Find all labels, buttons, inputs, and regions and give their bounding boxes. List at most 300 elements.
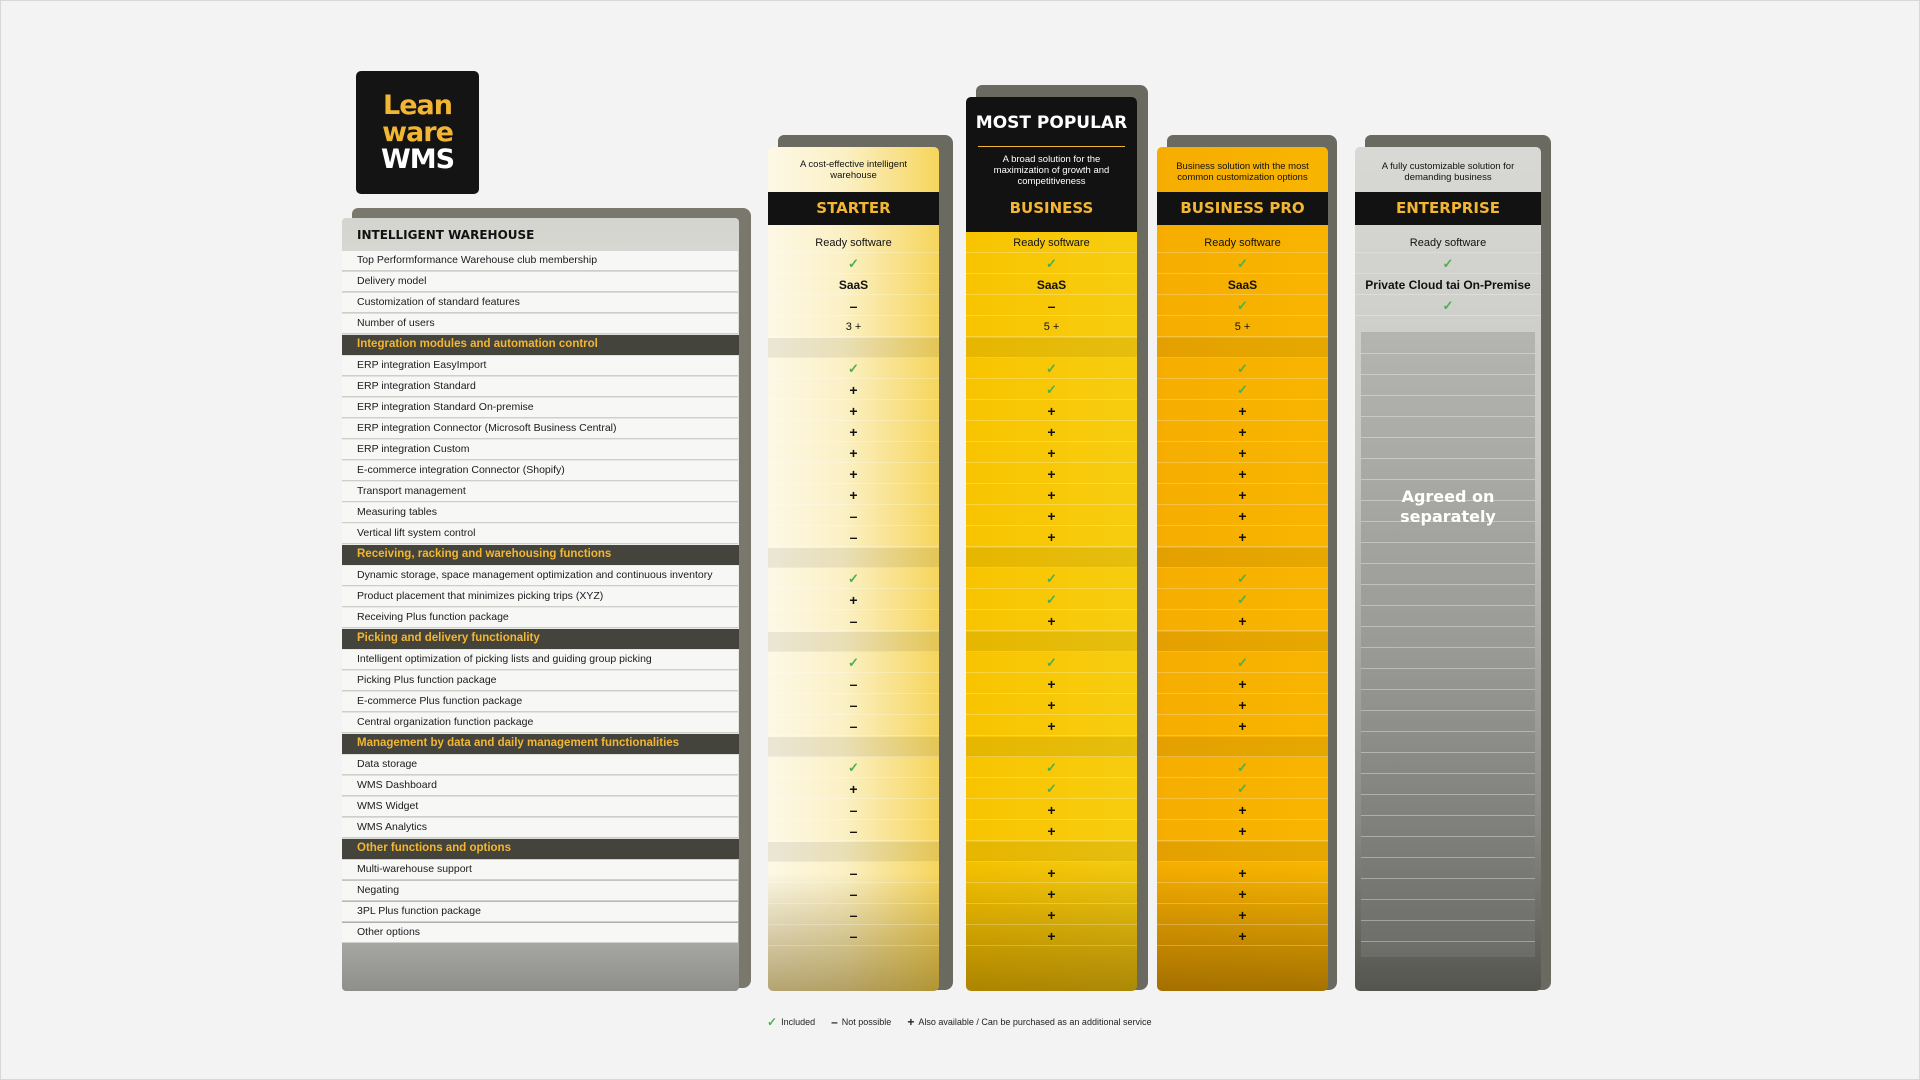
business-pro-cell: [1157, 506, 1328, 526]
enterprise-delivery-model: Private Cloud tai On-Premise: [1355, 275, 1541, 295]
business-cell: [966, 485, 1137, 505]
feature-row: [342, 797, 738, 817]
enterprise-cell: [1355, 296, 1541, 316]
starter-cell: [768, 443, 939, 463]
enterprise-grid-line: [1361, 374, 1535, 375]
feature-row: [342, 377, 738, 397]
business-pro-cell: [1157, 716, 1328, 736]
enterprise-grid-line: [1361, 689, 1535, 690]
starter-cell: [768, 821, 939, 841]
feature-row: [342, 671, 738, 691]
check-icon: ✓: [1046, 760, 1057, 775]
check-icon: ✓: [1046, 592, 1057, 607]
enterprise-name: ENTERPRISE: [1395, 199, 1500, 217]
starter-cell: [768, 758, 939, 778]
starter-cell: [768, 905, 939, 925]
business-pro-cell: [1157, 401, 1328, 421]
feature-section-header: [342, 734, 739, 754]
plus-icon: +: [1238, 403, 1247, 419]
enterprise-grid-line: [1361, 920, 1535, 921]
logo-line-3: WMS: [380, 144, 455, 175]
dash-icon: –: [849, 613, 858, 629]
check-icon: ✓: [1237, 361, 1248, 376]
plan-business-pro: [1157, 147, 1328, 991]
enterprise-grid-line: [1361, 542, 1535, 543]
feature-label: Customization of standard features: [357, 296, 520, 308]
feature-row: [342, 755, 738, 775]
business-cell-value: SaaS: [966, 275, 1137, 295]
check-icon: ✓: [1046, 571, 1057, 586]
feature-label: WMS Widget: [357, 800, 419, 812]
dash-icon: –: [849, 886, 858, 902]
business-pro-section-spacer: [1157, 548, 1328, 568]
feature-label: 3PL Plus function package: [357, 905, 481, 917]
feature-label: ERP integration Standard: [357, 380, 476, 392]
feature-row: [342, 461, 738, 481]
legend-included-label: Included: [781, 1017, 816, 1027]
business-pro-cell: [1157, 674, 1328, 694]
check-icon: ✓: [1237, 592, 1248, 607]
plus-icon: +: [1238, 718, 1247, 734]
check-icon: ✓: [1046, 361, 1057, 376]
enterprise-grid-line: [1361, 584, 1535, 585]
logo-line-2: ware: [382, 117, 453, 148]
plus-icon: +: [1047, 802, 1056, 818]
legend-not-possible: [831, 1015, 891, 1029]
legend: [767, 1015, 1151, 1029]
plus-icon: +: [1238, 424, 1247, 440]
dash-icon: –: [849, 928, 858, 944]
starter-tagline: A cost-effective intelligent warehouse: [799, 159, 908, 181]
business-tagline: A broad solution for the maximization of growth and competitiveness: [993, 154, 1110, 187]
business-cell: [966, 758, 1137, 778]
plus-icon: +: [1047, 466, 1056, 482]
business-section-spacer: [966, 632, 1137, 652]
business-pro-cell: [1157, 485, 1328, 505]
feature-section-label: Picking and delivery functionality: [357, 632, 540, 644]
enterprise-grid-line: [1361, 857, 1535, 858]
plus-icon: +: [1238, 676, 1247, 692]
business-pro-cell: [1157, 296, 1328, 316]
feature-row: [342, 713, 738, 733]
business-pro-cell-value: SaaS: [1157, 275, 1328, 295]
business-cell: [966, 527, 1137, 547]
plus-icon: +: [1238, 823, 1247, 839]
feature-section-label: Integration modules and automation control: [357, 338, 598, 350]
enterprise-agreed-text: Agreed on separately: [1400, 487, 1496, 526]
most-popular-divider: [978, 146, 1125, 147]
feature-row: [342, 293, 738, 313]
business-pro-cell: [1157, 443, 1328, 463]
plus-icon: +: [1047, 928, 1056, 944]
starter-cell: [768, 863, 939, 883]
business-pro-cell: [1157, 422, 1328, 442]
starter-cell: [768, 506, 939, 526]
dash-icon: –: [849, 529, 858, 545]
check-icon: ✓: [848, 655, 859, 670]
business-pro-cell: [1157, 926, 1328, 946]
feature-label: ERP integration Custom: [357, 443, 470, 455]
business-cell: [966, 674, 1137, 694]
business-pro-section-spacer: [1157, 842, 1328, 862]
starter-cell: [768, 926, 939, 946]
plus-icon: +: [1238, 529, 1247, 545]
feature-row: [342, 356, 738, 376]
business-name-band: [966, 192, 1137, 225]
feature-label: ERP integration EasyImport: [357, 359, 487, 371]
enterprise-tagline: A fully customizable solution for demanding business: [1381, 161, 1515, 183]
business-cell: [966, 401, 1137, 421]
plus-icon: +: [1047, 529, 1056, 545]
plan-starter: [768, 147, 939, 991]
starter-cell: [768, 401, 939, 421]
plan-enterprise: [1355, 147, 1541, 991]
feature-label: Negating: [357, 884, 400, 896]
enterprise-grid-line: [1361, 941, 1535, 942]
feature-section-header: [342, 335, 739, 355]
feature-section-header: [342, 629, 739, 649]
feature-row: [342, 902, 738, 922]
feature-row: [342, 419, 738, 439]
plus-icon: +: [849, 445, 858, 461]
plus-icon: +: [1238, 928, 1247, 944]
business-cell: [966, 821, 1137, 841]
dash-icon: –: [849, 508, 858, 524]
business-pro-cell: [1157, 758, 1328, 778]
business-pro-name: BUSINESS PRO: [1180, 199, 1305, 217]
dash-icon: –: [849, 298, 858, 314]
business-pro-cell: [1157, 569, 1328, 589]
feature-row: [342, 314, 738, 334]
starter-section-spacer: [768, 548, 939, 568]
dash-icon: –: [1047, 298, 1056, 314]
starter-name-band: [768, 192, 939, 225]
dash-icon: –: [849, 718, 858, 734]
plus-icon: +: [849, 382, 858, 398]
feature-section-header: [342, 839, 739, 859]
feature-row: [342, 587, 738, 607]
plus-icon: +: [1047, 886, 1056, 902]
business-cell: [966, 380, 1137, 400]
business-pro-section-spacer: [1157, 632, 1328, 652]
check-icon: ✓: [1046, 256, 1057, 271]
enterprise-grid-line: [1361, 416, 1535, 417]
starter-cell: [768, 716, 939, 736]
starter-name: STARTER: [816, 199, 891, 217]
legend-not-possible-label: Not possible: [841, 1017, 892, 1027]
feature-label: E-commerce integration Connector (Shopify): [357, 464, 565, 476]
starter-cell: [768, 359, 939, 379]
feature-row: [342, 524, 738, 544]
feature-row: [342, 650, 738, 670]
plus-icon: +: [849, 424, 858, 440]
starter-section-spacer: [768, 842, 939, 862]
feature-label: WMS Analytics: [357, 821, 428, 833]
business-pro-cell: [1157, 821, 1328, 841]
plus-icon: +: [1047, 487, 1056, 503]
starter-cell: [768, 674, 939, 694]
feature-row: [342, 503, 738, 523]
check-icon: ✓: [1237, 655, 1248, 670]
feature-label: ERP integration Standard On-premise: [357, 401, 534, 413]
feature-label: E-commerce Plus function package: [357, 695, 523, 707]
business-cell-value: 5 +: [966, 317, 1137, 337]
plus-icon: +: [1047, 424, 1056, 440]
business-pro-cell: [1157, 653, 1328, 673]
enterprise-grid-line: [1361, 563, 1535, 564]
plus-icon: +: [849, 781, 858, 797]
enterprise-grid-line: [1361, 899, 1535, 900]
business-cell: [966, 254, 1137, 274]
feature-label: Receiving Plus function package: [357, 611, 509, 623]
feature-label: Delivery model: [357, 275, 427, 287]
business-pro-cell: [1157, 779, 1328, 799]
feature-row: [342, 692, 738, 712]
legend-included: [767, 1015, 815, 1029]
enterprise-grid-line: [1361, 668, 1535, 669]
enterprise-grid-line: [1361, 815, 1535, 816]
enterprise-grid-line: [1361, 731, 1535, 732]
dash-icon: –: [831, 1015, 838, 1029]
feature-label: Vertical lift system control: [357, 527, 476, 539]
starter-cell: [768, 254, 939, 274]
business-cell: [966, 422, 1137, 442]
feature-row: [342, 566, 738, 586]
feature-label: ERP integration Connector (Microsoft Business Central): [357, 422, 617, 434]
starter-cell: [768, 779, 939, 799]
feature-section-label: Management by data and daily management functionalities: [357, 737, 680, 749]
plus-icon: +: [907, 1015, 915, 1029]
business-section-spacer: [966, 842, 1137, 862]
feature-row: [342, 608, 738, 628]
enterprise-custom-area: [1361, 332, 1535, 957]
business-pro-ready-software: Ready software: [1157, 233, 1328, 253]
enterprise-grid-line: [1361, 353, 1535, 354]
business-ready-software: Ready software: [966, 233, 1137, 253]
enterprise-grid-line: [1361, 395, 1535, 396]
dash-icon: –: [849, 907, 858, 923]
starter-cell: [768, 695, 939, 715]
plus-icon: +: [1238, 487, 1247, 503]
plus-icon: +: [1047, 823, 1056, 839]
feature-label: Data storage: [357, 758, 418, 770]
plus-icon: +: [1047, 445, 1056, 461]
feature-label: WMS Dashboard: [357, 779, 437, 791]
plus-icon: +: [1047, 676, 1056, 692]
plus-icon: +: [849, 487, 858, 503]
check-icon: ✓: [1237, 760, 1248, 775]
feature-row: [342, 251, 738, 271]
feature-label: Top Performformance Warehouse club membership: [357, 254, 598, 266]
enterprise-grid-line: [1361, 647, 1535, 648]
business-cell: [966, 443, 1137, 463]
starter-cell: [768, 380, 939, 400]
business-pro-name-band: [1157, 192, 1328, 225]
feature-row: [342, 482, 738, 502]
logo-line-1: Lean: [383, 90, 452, 121]
plus-icon: +: [1238, 466, 1247, 482]
business-name: BUSINESS: [1009, 199, 1094, 217]
business-cell: [966, 296, 1137, 316]
enterprise-grid-line: [1361, 794, 1535, 795]
dash-icon: –: [849, 802, 858, 818]
plan-business: [966, 97, 1137, 991]
business-pro-cell: [1157, 527, 1328, 547]
plus-icon: +: [1047, 613, 1056, 629]
feature-row: [342, 923, 738, 943]
starter-section-spacer: [768, 632, 939, 652]
plus-icon: +: [849, 403, 858, 419]
starter-cell: [768, 422, 939, 442]
business-cell: [966, 884, 1137, 904]
check-icon: ✓: [1237, 382, 1248, 397]
business-cell: [966, 359, 1137, 379]
business-pro-cell: [1157, 863, 1328, 883]
dash-icon: –: [849, 865, 858, 881]
feature-label: Dynamic storage, space management optimization and continuous inventory: [357, 569, 713, 581]
enterprise-grid-line: [1361, 773, 1535, 774]
plus-icon: +: [1047, 718, 1056, 734]
enterprise-grid-line: [1361, 878, 1535, 879]
enterprise-grid-line: [1361, 479, 1535, 480]
dash-icon: –: [849, 697, 858, 713]
feature-label: Product placement that minimizes picking trips (XYZ): [357, 590, 604, 602]
plus-icon: +: [1047, 697, 1056, 713]
feature-label: Transport management: [357, 485, 466, 497]
business-cell: [966, 779, 1137, 799]
enterprise-name-band: [1355, 192, 1541, 225]
business-cell: [966, 506, 1137, 526]
business-cell: [966, 464, 1137, 484]
business-cell: [966, 695, 1137, 715]
check-icon: ✓: [767, 1015, 778, 1029]
check-icon: ✓: [1237, 781, 1248, 796]
business-pro-cell-value: 5 +: [1157, 317, 1328, 337]
check-icon: ✓: [1237, 298, 1248, 313]
features-heading-text: INTELLIGENT WAREHOUSE: [357, 228, 535, 242]
feature-row: [342, 776, 738, 796]
plus-icon: +: [1238, 802, 1247, 818]
business-cell: [966, 590, 1137, 610]
most-popular-badge: MOST POPULAR: [975, 113, 1128, 133]
enterprise-grid-line: [1361, 710, 1535, 711]
plus-icon: +: [1047, 403, 1056, 419]
feature-label: Intelligent optimization of picking lists and guiding group picking: [357, 653, 652, 665]
plus-icon: +: [1047, 865, 1056, 881]
business-cell: [966, 926, 1137, 946]
legend-additional: [907, 1015, 1151, 1029]
check-icon: ✓: [1046, 781, 1057, 796]
starter-cell: [768, 485, 939, 505]
plus-icon: +: [1047, 907, 1056, 923]
starter-cell: [768, 569, 939, 589]
enterprise-grid-line: [1361, 605, 1535, 606]
feature-label: Picking Plus function package: [357, 674, 497, 686]
leanware-logo: [356, 71, 479, 194]
feature-row: [342, 818, 738, 838]
plus-icon: +: [1238, 697, 1247, 713]
starter-ready-software: Ready software: [768, 233, 939, 253]
business-cell: [966, 716, 1137, 736]
plus-icon: +: [1238, 865, 1247, 881]
dash-icon: –: [849, 676, 858, 692]
business-pro-cell: [1157, 800, 1328, 820]
starter-cell: [768, 590, 939, 610]
feature-label: Multi-warehouse support: [357, 863, 472, 875]
business-section-spacer: [966, 548, 1137, 568]
enterprise-grid-line: [1361, 836, 1535, 837]
check-icon: ✓: [1237, 571, 1248, 586]
plus-icon: +: [1238, 445, 1247, 461]
business-pro-cell: [1157, 905, 1328, 925]
feature-label: Other options: [357, 926, 421, 938]
plus-icon: +: [1238, 613, 1247, 629]
business-pro-cell: [1157, 464, 1328, 484]
starter-cell: [768, 464, 939, 484]
enterprise-ready-software: Ready software: [1355, 233, 1541, 253]
business-pro-cell: [1157, 695, 1328, 715]
feature-row: [342, 398, 738, 418]
check-icon: ✓: [848, 571, 859, 586]
check-icon: ✓: [848, 256, 859, 271]
check-icon: ✓: [1442, 256, 1454, 271]
enterprise-grid-line: [1361, 752, 1535, 753]
starter-cell: [768, 527, 939, 547]
starter-cell: [768, 884, 939, 904]
business-pro-cell: [1157, 359, 1328, 379]
feature-label: Measuring tables: [357, 506, 437, 518]
business-cell: [966, 653, 1137, 673]
business-pro-cell: [1157, 254, 1328, 274]
feature-section-label: Receiving, racking and warehousing functions: [357, 548, 612, 560]
plus-icon: +: [849, 466, 858, 482]
features-column: [342, 218, 739, 991]
business-cell: [966, 905, 1137, 925]
features-heading: [342, 218, 739, 252]
check-icon: ✓: [848, 361, 859, 376]
feature-row: [342, 860, 738, 880]
plus-icon: +: [1047, 508, 1056, 524]
starter-cell: [768, 653, 939, 673]
starter-cell: [768, 296, 939, 316]
plus-icon: +: [849, 592, 858, 608]
enterprise-cell: [1355, 254, 1541, 274]
starter-section-spacer: [768, 338, 939, 358]
enterprise-grid-line: [1361, 626, 1535, 627]
business-pro-tagline: Business solution with the most common customization options: [1176, 161, 1309, 183]
check-icon: ✓: [1046, 655, 1057, 670]
business-pro-cell: [1157, 590, 1328, 610]
check-icon: ✓: [1046, 382, 1057, 397]
starter-cell: [768, 800, 939, 820]
plus-icon: +: [1238, 907, 1247, 923]
enterprise-grid-line: [1361, 437, 1535, 438]
feature-row: [342, 881, 738, 901]
starter-section-spacer: [768, 737, 939, 757]
feature-label: Central organization function package: [357, 716, 534, 728]
business-section-spacer: [966, 737, 1137, 757]
business-pro-cell: [1157, 611, 1328, 631]
business-pro-section-spacer: [1157, 338, 1328, 358]
plus-icon: +: [1238, 886, 1247, 902]
starter-cell-value: SaaS: [768, 275, 939, 295]
check-icon: ✓: [848, 760, 859, 775]
dash-icon: –: [849, 823, 858, 839]
business-cell: [966, 800, 1137, 820]
feature-section-label: Other functions and options: [357, 842, 511, 854]
feature-label: Number of users: [357, 317, 435, 329]
starter-cell: [768, 611, 939, 631]
